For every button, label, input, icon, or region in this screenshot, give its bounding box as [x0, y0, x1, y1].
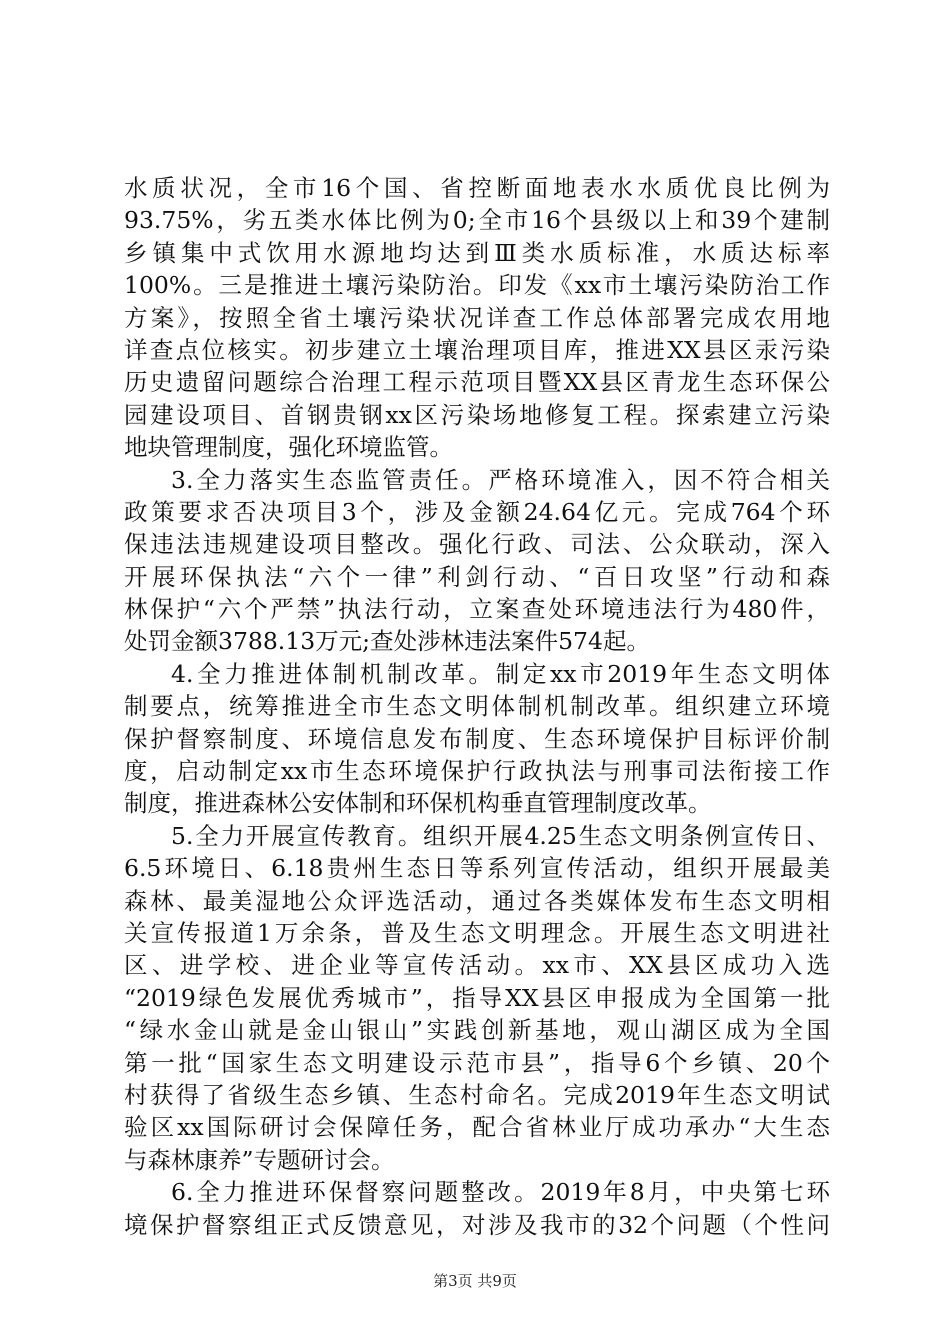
- text-line: 100%。三是推进土壤污染防治。印发《xx市土壤污染防治工作: [124, 271, 830, 300]
- text-line: 历史遗留问题综合治理工程示范项目暨XX县区青龙生态环保公: [124, 368, 830, 397]
- text-line: 详查点位核实。初步建立土壤治理项目库，推进XX县区汞污染: [124, 335, 830, 364]
- section-3-heading-line: 3.全力落实生态监管责任。严格环境准入，因不符合相关: [171, 465, 830, 494]
- section-5-heading-line: 5.全力开展宣传教育。组织开展4.25生态文明条例宣传日、: [171, 821, 830, 850]
- document-body: [124, 172, 830, 1241]
- page-number: 第3页 共9页: [433, 1272, 517, 1290]
- text-line: 保违法违规建设项目整改。强化行政、司法、公众联动，深入: [124, 530, 830, 559]
- text-line: 保护督察制度、环境信息发布制度、生态环境保护目标评价制: [124, 724, 830, 753]
- text-line: 园建设项目、首钢贵钢xx区污染场地修复工程。探索建立污染: [124, 400, 830, 429]
- text-line: 处罚金额3788.13万元;查处涉林违法案件574起。: [124, 627, 650, 656]
- text-line: 度，启动制定xx市生态环境保护行政执法与刑事司法衔接工作: [124, 757, 830, 786]
- text-line: 93.75%，劣五类水体比例为0;全市16个县级以上和39个建制: [124, 206, 830, 235]
- text-line: 制度，推进森林公安体制和环保机构垂直管理制度改革。: [124, 789, 712, 818]
- text-line: 方案》，按照全省土壤污染状况详查工作总体部署完成农用地: [124, 303, 830, 332]
- text-line: 验区xx国际研讨会保障任务，配合省林业厅成功承办“大生态: [124, 1113, 830, 1142]
- text-line: 关宣传报道1万余条，普及生态文明理念。开展生态文明进社: [124, 918, 830, 947]
- text-line: 开展环保执法“六个一律”利剑行动、“百日攻坚”行动和森: [124, 562, 830, 591]
- section-4-heading-line: 4.全力推进体制机制改革。制定xx市2019年生态文明体: [171, 659, 830, 688]
- text-line: 地块管理制度，强化环境监管。: [124, 433, 453, 462]
- text-line: “2019绿色发展优秀城市”，指导XX县区申报成为全国第一批: [124, 983, 830, 1012]
- text-line: 水质状况，全市16个国、省控断面地表水水质优良比例为: [124, 174, 830, 202]
- text-line: 第一批“国家生态文明建设示范市县”，指导6个乡镇、20个: [124, 1048, 830, 1077]
- text-line: 制要点，统筹推进全市生态文明体制机制改革。组织建立环境: [124, 692, 830, 721]
- text-line: 区、进学校、进企业等宣传活动。xx市、XX县区成功入选: [124, 951, 830, 980]
- text-line: 乡镇集中式饮用水源地均达到Ⅲ类水质标准，水质达标率: [124, 238, 830, 267]
- text-line: 6.5环境日、6.18贵州生态日等系列宣传活动，组织开展最美: [124, 854, 830, 883]
- text-line: “绿水金山就是金山银山”实践创新基地，观山湖区成为全国: [124, 1016, 830, 1045]
- text-line: 政策要求否决项目3个，涉及金额24.64亿元。完成764个环: [124, 497, 830, 526]
- text-line: 境保护督察组正式反馈意见，对涉及我市的32个问题（个性问: [124, 1210, 830, 1239]
- text-line: 森林、最美湿地公众评选活动，通过各类媒体发布生态文明相: [124, 886, 830, 915]
- text-line: 村获得了省级生态乡镇、生态村命名。完成2019年生态文明试: [124, 1080, 830, 1109]
- section-6-heading-line: 6.全力推进环保督察问题整改。2019年8月，中央第七环: [171, 1178, 830, 1207]
- text-line: 林保护“六个严禁”执法行动，立案查处环境违法行为480件，: [124, 595, 830, 624]
- text-line: 与森林康养”专题研讨会。: [124, 1145, 395, 1174]
